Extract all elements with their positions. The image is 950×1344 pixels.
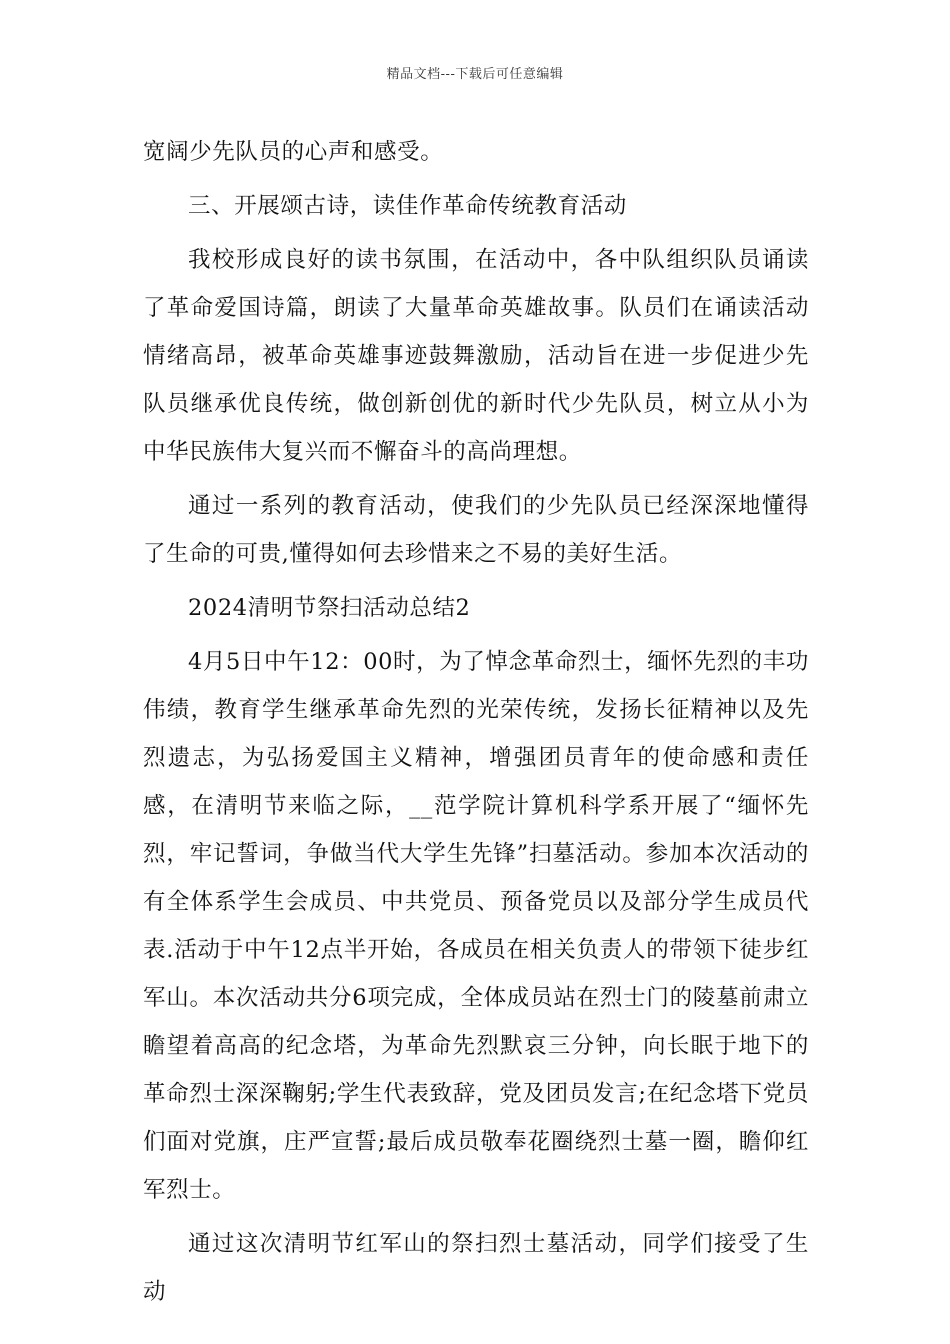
- paragraph-continuation: 宽阔少先队员的心声和感受。: [143, 139, 444, 165]
- article-title: 2024清明节祭扫活动总结2: [188, 595, 471, 621]
- page-header: 精品文档---下载后可任意编辑: [386, 67, 564, 82]
- paragraph-conclusion: 通过这次清明节红军山的祭扫烈士墓活动，同学们接受了生动: [143, 1231, 809, 1305]
- paragraph-tomb-sweeping: 4月5日中午12：00时，为了悼念革命烈士，缅怀先烈的丰功伟绩，教育学生继承革命先烈的光荣传统，发扬长征精神以及先烈遗志，为弘扬爱国主义精神，增强团员青年的使命感和责任感，在清明节来临之际，__范学院计算机科学系开展了“缅怀先烈，牢记誓词，争做当代大学生先锋”扫墓活动。参加本次活动的有全体系学生会成员、中共党员、预备党员以及部分学生成员代表.活动于中午12点半开始，各成员在相关负责人的带领下徒步红军山。本次活动共分6项完成，全体成员站在烈士门的陵墓前肃立瞻望着高高的纪念塔，为革命先烈默哀三分钟，向长眠于地下的革命烈士深深鞠躬;学生代表致辞，党及团员发言;在纪念塔下党员们面对党旗，庄严宣誓;最后成员敬奉花圈绕烈士墓一圈，瞻仰红军烈士。: [143, 649, 809, 1203]
- section-heading: 三、开展颂古诗，读佳作革命传统教育活动: [188, 193, 627, 219]
- paragraph-education-summary: 通过一系列的教育活动，使我们的少先队员已经深深地懂得了生命的可贵,懂得如何去珍惜来之不易的美好生活。: [143, 493, 809, 567]
- paragraph-reading-activity: 我校形成良好的读书氛围，在活动中，各中队组织队员诵读了革命爱国诗篇，朗读了大量革命英雄故事。队员们在诵读活动情绪高昂，被革命英雄事迹鼓舞激励，活动旨在进一步促进少先队员继承优良传统，做创新创优的新时代少先队员，树立从小为中华民族伟大复兴而不懈奋斗的高尚理想。: [143, 247, 809, 465]
- document-body: [143, 128, 809, 1316]
